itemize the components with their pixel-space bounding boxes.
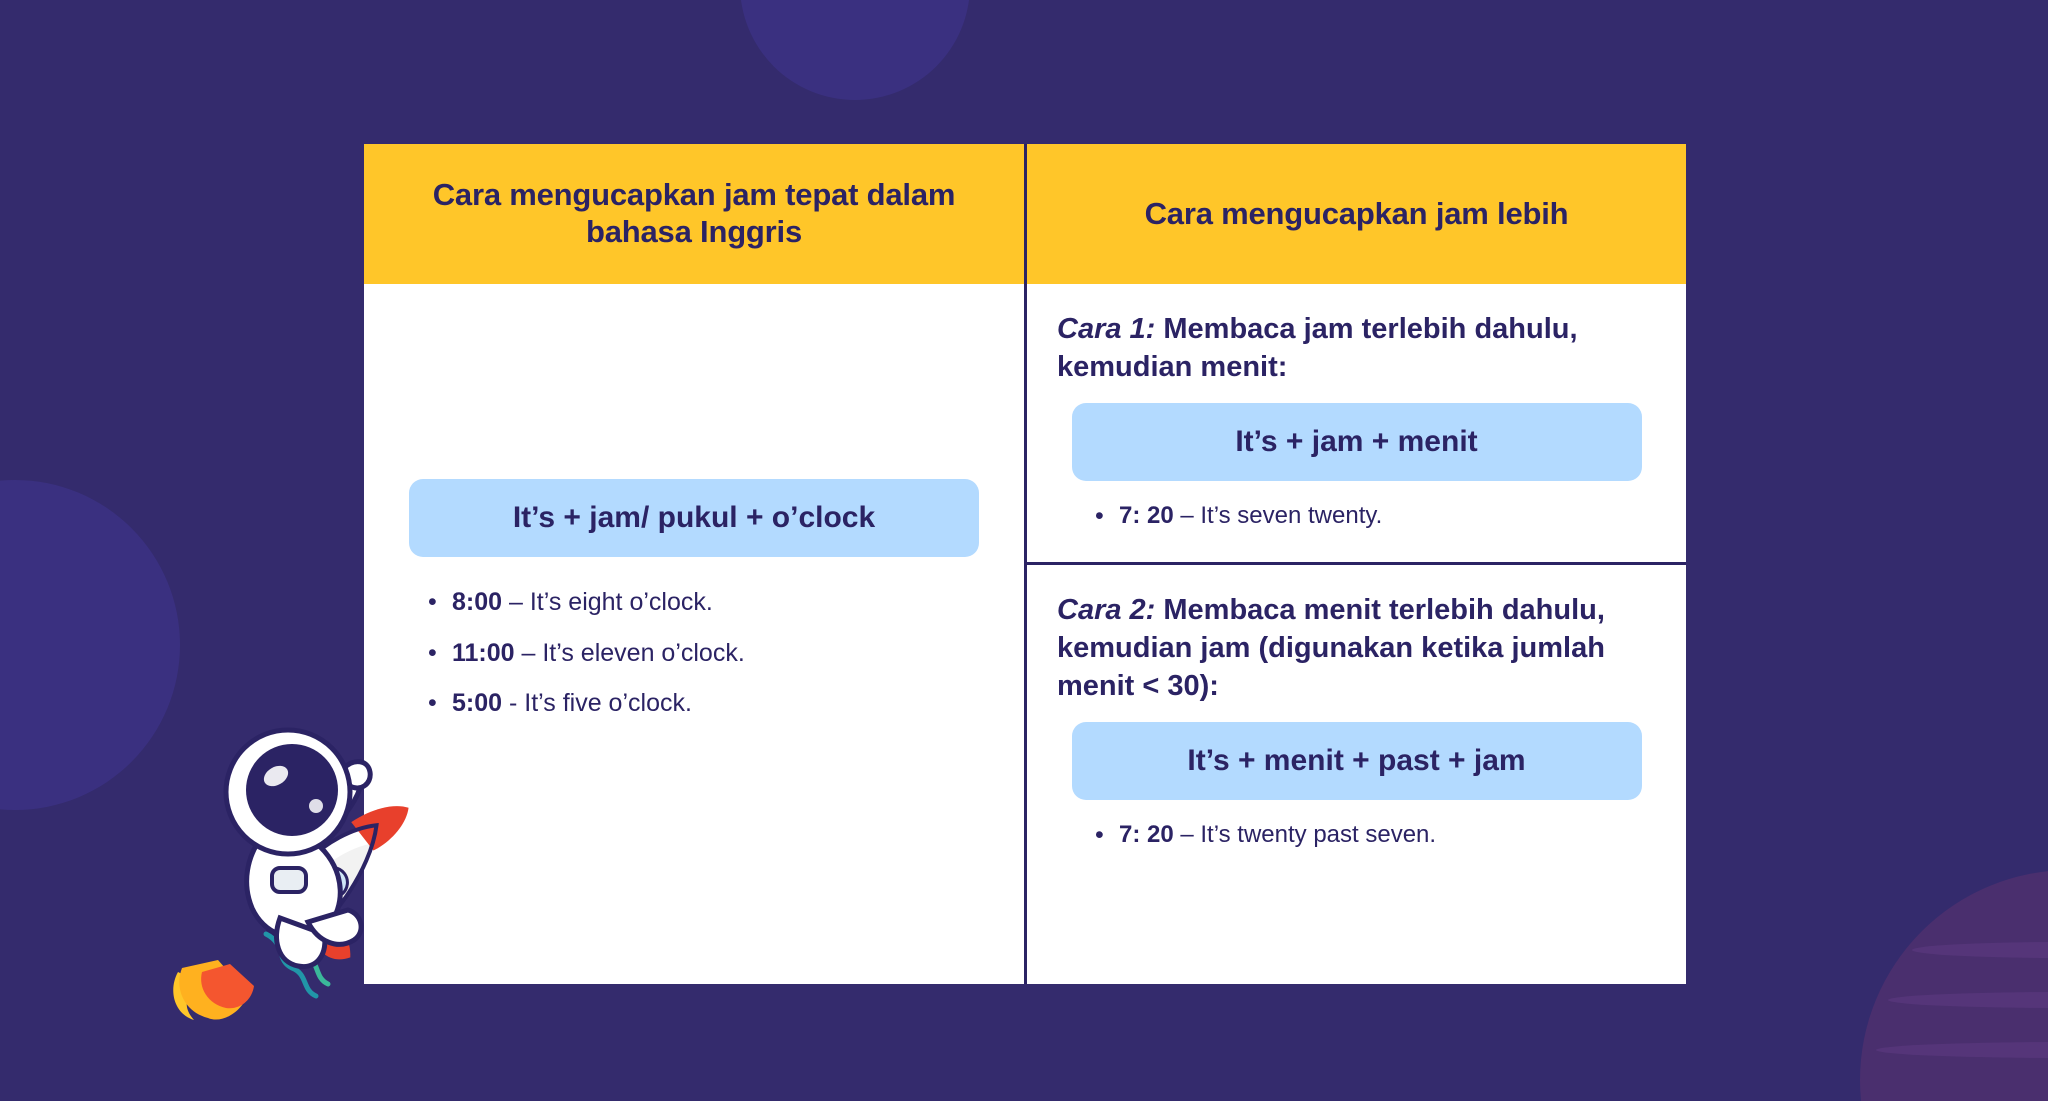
cara-2-example-list [1057, 810, 1656, 859]
planet-top-icon [740, 0, 970, 100]
example-text: – It’s eight o’clock. [509, 588, 713, 617]
example-time: 11:00 [452, 638, 515, 667]
cara-2-label: Cara 2: [1057, 593, 1156, 626]
cara-1-block [1027, 284, 1686, 565]
list-item [1057, 491, 1656, 540]
example-text: – It’s eleven o’clock. [521, 638, 745, 667]
list-item [1057, 810, 1656, 859]
list-item [398, 628, 990, 679]
example-time: 7: 20 [1119, 820, 1174, 848]
cara-2-block [1027, 565, 1686, 885]
astronaut-riding-rocket-icon [168, 672, 498, 1042]
cara-1-description: Membaca jam terlebih dahulu, kemudian menit: [1057, 313, 1578, 384]
left-column-header: Cara mengucapkan jam tepat dalam bahasa Inggris [364, 144, 1024, 284]
example-text: – It’s twenty past seven. [1180, 820, 1437, 848]
example-time: 7: 20 [1119, 501, 1174, 529]
cara-1-label: Cara 1: [1057, 313, 1156, 345]
cara-1-formula-box: It’s + jam + menit [1072, 403, 1642, 481]
cara-2-title [1057, 591, 1656, 706]
cara-2-description: Membaca menit terlebih dahulu, kemudian jam (digunakan ketika jumlah menit < 30): [1057, 593, 1605, 703]
planet-right-icon [1860, 870, 2048, 1101]
example-time: 5:00 [452, 689, 503, 718]
cara-2-formula-box: It’s + menit + past + jam [1072, 722, 1642, 800]
example-time: 8:00 [452, 588, 503, 617]
comparison-table [364, 144, 1686, 984]
cara-1-example-list [1057, 491, 1656, 540]
right-column [1027, 144, 1686, 984]
example-text: - It’s five o’clock. [509, 689, 692, 718]
right-column-header: Cara mengucapkan jam lebih [1027, 144, 1686, 284]
planet-left-icon [0, 480, 180, 810]
cara-1-title [1057, 310, 1656, 387]
list-item [398, 577, 990, 628]
left-formula-box: It’s + jam/ pukul + o’clock [409, 479, 979, 557]
example-text: – It’s seven twenty. [1180, 501, 1383, 529]
